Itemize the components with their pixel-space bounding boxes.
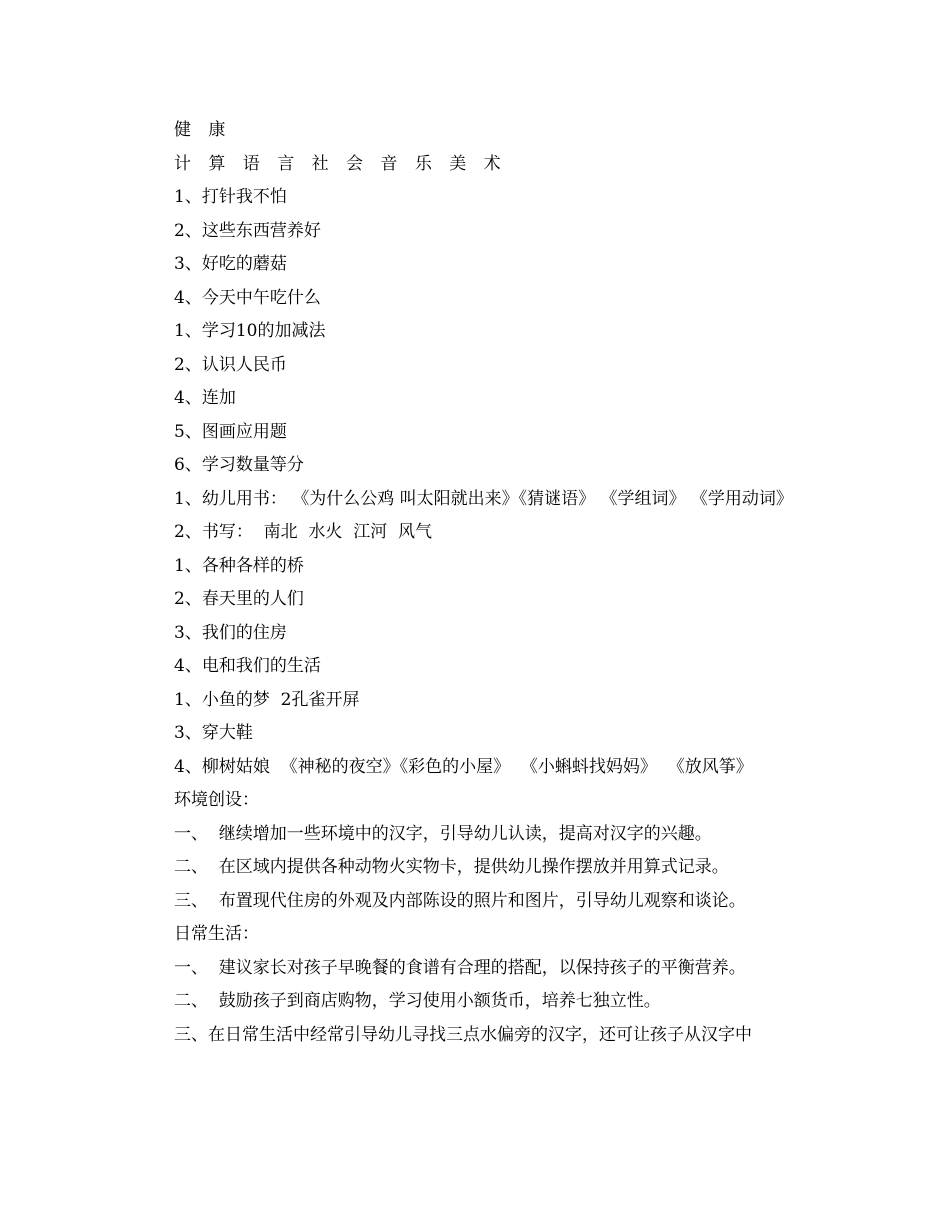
text-line: 2、这些东西营养好 [174, 220, 321, 241]
text-line: 一、 继续增加一些环境中的汉字，引导幼儿认读，提高对汉字的兴趣。 [174, 823, 712, 844]
text-line: 3、我们的住房 [174, 622, 287, 643]
text-line: 三、在日常生活中经常引导幼儿寻找三点水偏旁的汉字，还可让孩子从汉字中 [174, 1024, 752, 1045]
heading-health: 健 康 [174, 120, 232, 140]
text-line: 6、学习数量等分 [174, 455, 304, 475]
text-line: 3、穿大鞋 [174, 723, 253, 743]
text-line: 2、认识人民币 [174, 354, 287, 375]
text-line: 5、图画应用题 [174, 421, 287, 442]
text-line: 4、电和我们的生活 [174, 656, 321, 676]
text-line: 4、今天中午吃什么 [174, 287, 321, 308]
text-line: 2、书写： 南北 水火 江河 风气 [174, 522, 433, 542]
text-line: 4、柳树姑娘 《神秘的夜空》《彩色的小屋》 《小蝌蚪找妈妈》 《放风筝》 [174, 756, 753, 777]
text-line: 1、小鱼的梦 2孔雀开屏 [174, 689, 360, 710]
text-line: 一、 建议家长对孩子早晚餐的食谱有合理的搭配，以保持孩子的平衡营养。 [174, 957, 746, 978]
text-line-wrapped: 1、幼儿用书： 《为什么公鸡 叫太阳就出来》《猜谜语》 《学组词》 《学用动词》 [174, 488, 793, 509]
text-line: 3、好吃的蘑菇 [174, 254, 287, 274]
text-line: 2、春天里的人们 [174, 589, 304, 609]
text-line: 三、 布置现代住房的外观及内部陈设的照片和图片，引导幼儿观察和谈论。 [174, 890, 746, 911]
text-line: 1、各种各样的桥 [174, 555, 304, 576]
text-line: 1、打针我不怕 [174, 187, 287, 207]
document-body [140, 114, 820, 1052]
text-line: 4、连加 [174, 388, 236, 408]
subject-list: 计 算 语 言 社 会 音 乐 美 术 [174, 153, 507, 174]
section-heading-daily-life: 日常生活： [174, 924, 259, 944]
section-heading-environment: 环境创设： [174, 790, 259, 810]
text-line: 1、学习10的加减法 [174, 321, 326, 341]
text-line: 二、 在区域内提供各种动物火实物卡，提供幼儿操作摆放并用算式记录。 [174, 857, 729, 877]
text-line: 二、 鼓励孩子到商店购物，学习使用小额货币，培养七独立性。 [174, 991, 661, 1011]
